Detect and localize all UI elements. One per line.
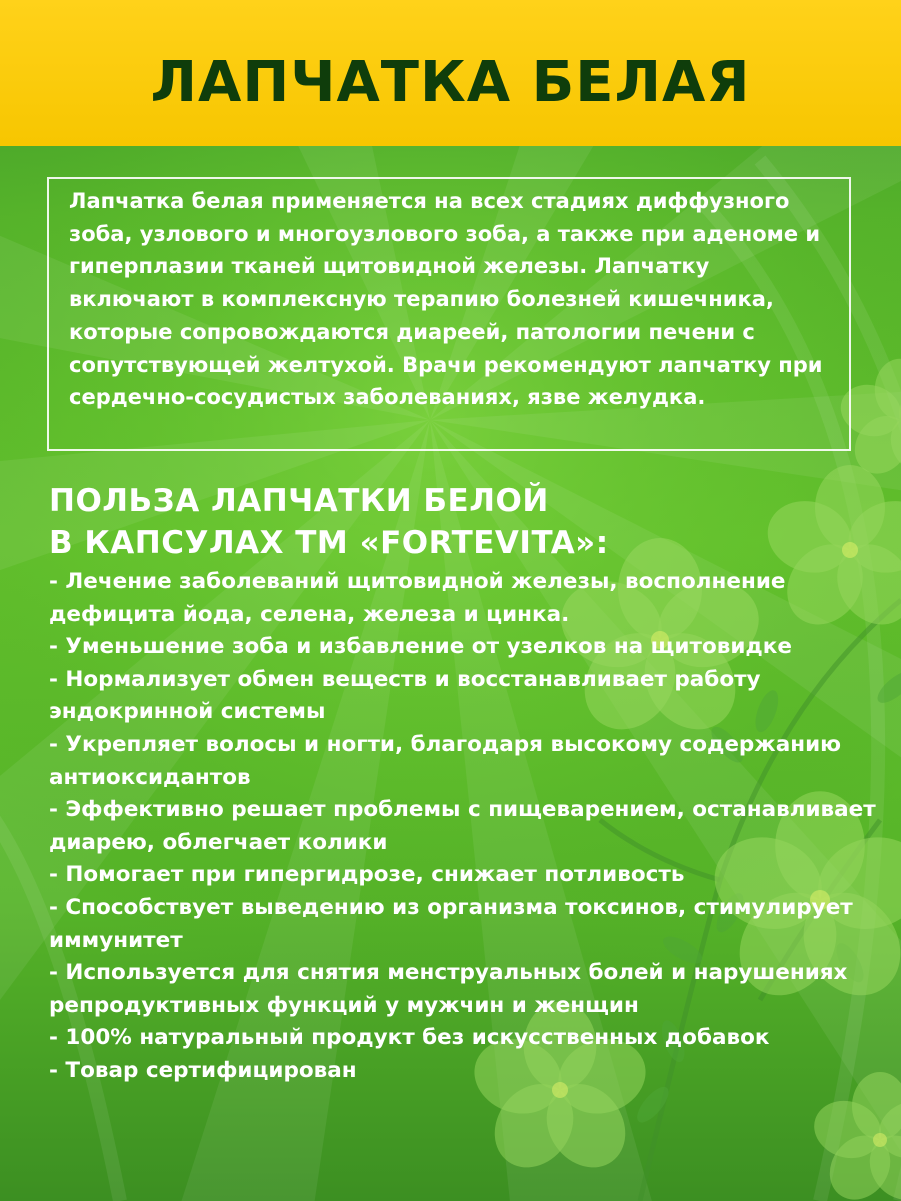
list-item: - Эффективно решает проблемы с пищеварением, останавливает диарею, облегчает колики <box>49 797 876 855</box>
list-item: - 100% натуральный продукт без искусственных добавок <box>49 1025 770 1051</box>
list-item: - Укрепляет волосы и ногти, благодаря высокому содержанию антиоксидантов <box>49 731 842 790</box>
intro-text: Лапчатка белая применяется на всех стадиях диффузного зоба, узлового и многоузлового зоба, а также при аденоме и гиперплазии тканей щитовидной железы. Лапчатку включают в комплексную терапию болезней кишечника, которые сопровождаются диареей, патологии печени с сопутствующей желтухой. Врачи рекомендуют лапчатку при сердечно-сосудистых заболеваниях, язве желудка. <box>69 189 823 410</box>
list-item: - Используется для снятия менструальных болей и нарушениях репродуктивных функций у мужчин и женщин <box>49 960 848 1018</box>
benefits-heading-line-2: В КАПСУЛАХ ТМ «FORTEVITA»: <box>49 525 609 561</box>
page-title: ЛАПЧАТКА БЕЛАЯ <box>150 50 751 115</box>
list-item: - Лечение заболеваний щитовидной железы, восполнение дефицита йода, селена, железа и цинка. <box>49 569 786 627</box>
header-banner <box>0 0 901 146</box>
benefits-heading-line-1: ПОЛЬЗА ЛАПЧАТКИ БЕЛОЙ <box>49 483 549 519</box>
benefits-list <box>49 566 879 1088</box>
list-item: - Товар сертифицирован <box>49 1057 357 1083</box>
list-item: - Уменьшение зоба и избавление от узелков на щитовидке <box>49 634 792 660</box>
benefits-heading <box>49 480 869 564</box>
intro-box <box>47 177 851 451</box>
list-item: - Нормализует обмен веществ и восстанавливает работу эндокринной системы <box>49 666 761 725</box>
list-item: - Помогает при гипергидрозе, снижает потливость <box>49 862 685 888</box>
list-item: - Способствует выведению из организма токсинов, стимулирует иммунитет <box>49 894 853 953</box>
